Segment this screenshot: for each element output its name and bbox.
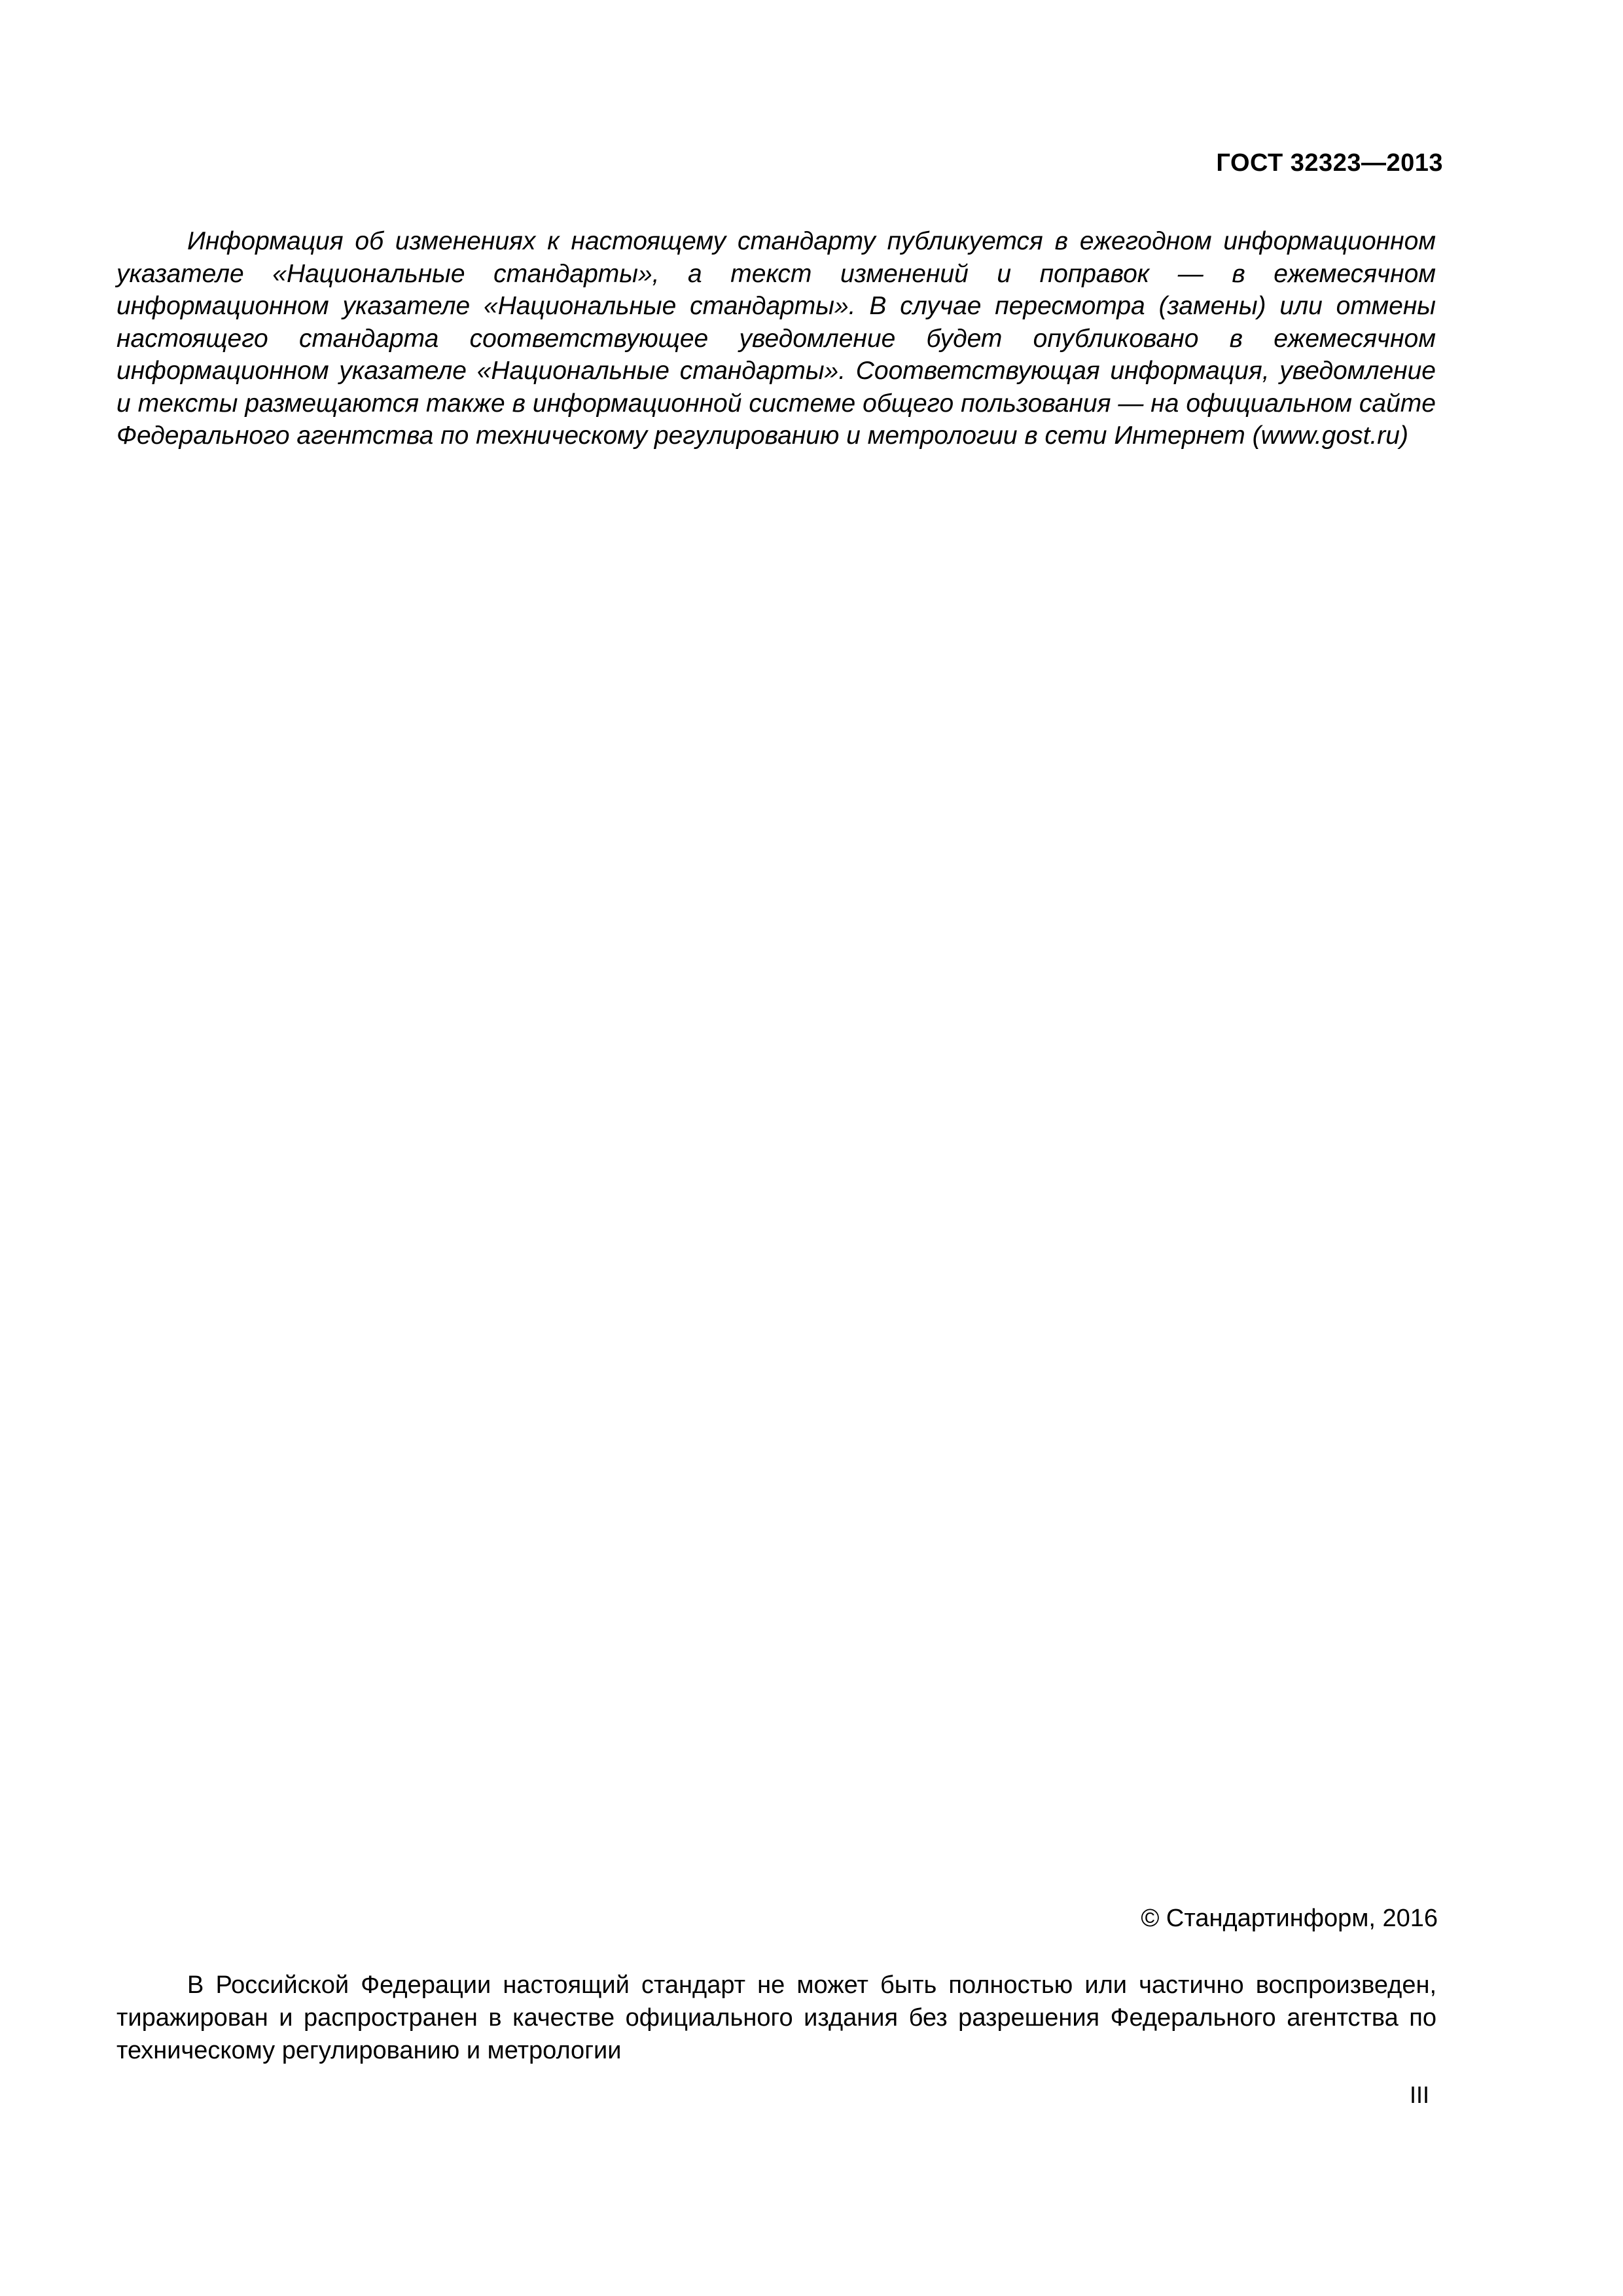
copyright-notice: © Стандартинформ, 2016 bbox=[1141, 1905, 1438, 1932]
reproduction-legal-notice: В Российской Федерации настоящий стандарт не может быть полностью или частично воспроизведен, тиражирован и распространен в качестве официального издания без разрешения Федерального агентства по техническому регулированию и метрологии bbox=[116, 1971, 1436, 2064]
page-number: III bbox=[1409, 2081, 1429, 2108]
amendments-info-paragraph: Информация об изменениях к настоящему стандарту публикуется в ежегодном информационном указателе «Национальные стандарты», а текст изменений и поправок — в ежемесячном информационном указателе «Национальные стандарты». В случае пересмотра (замены) или отмены настоящего стандарта соответствующее уведомление будет опубликовано в ежемесячном информационном указателе «Национальные стандарты». Соответствующая информация, уведомление и тексты размещаются также в информационной системе общего пользования — на официальном сайте Федерального агентства по техническому регулированию и метрологии в сети Интернет (www.gost.ru) bbox=[116, 227, 1436, 450]
document-code: ГОСТ 32323—2013 bbox=[1216, 149, 1443, 177]
